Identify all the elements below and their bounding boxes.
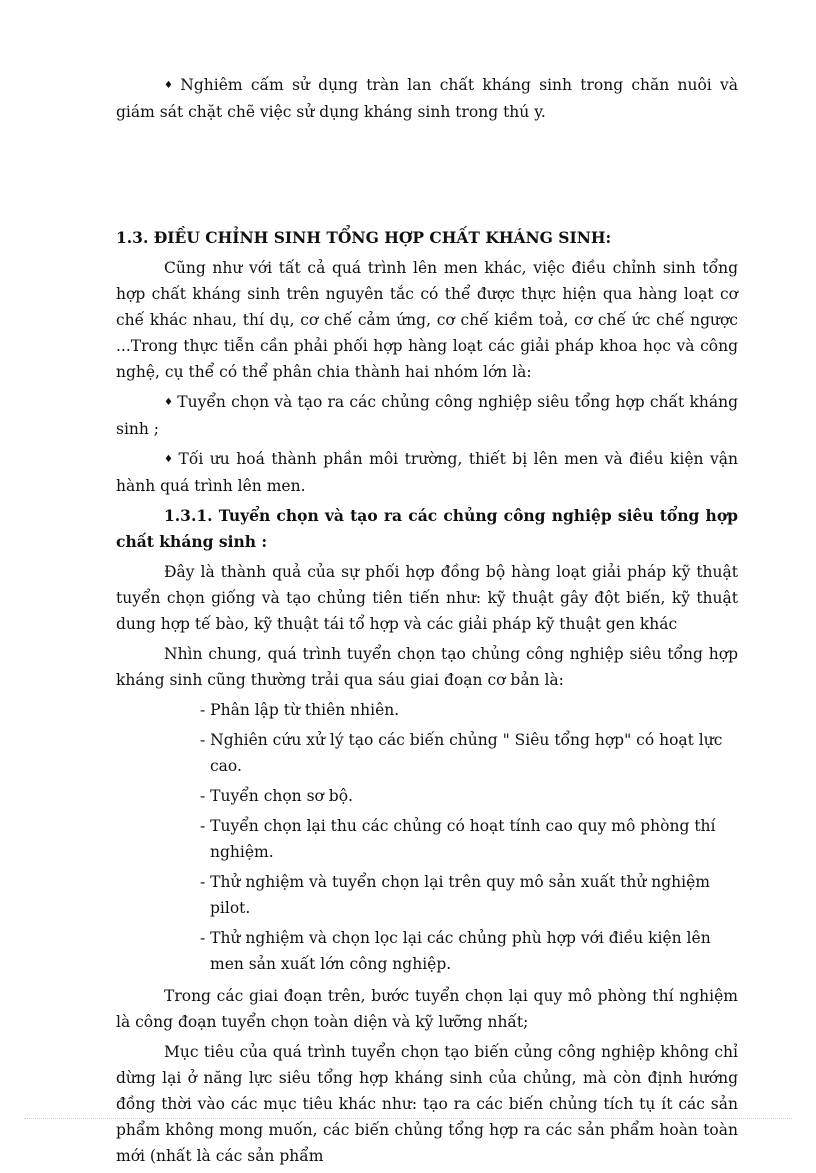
group-bullet-2 (116, 446, 738, 499)
section-spacer (116, 129, 738, 225)
list-item: - Nghiên cứu xử lý tạo các biến chủng " Siêu tổng hợp" có hoạt lực cao. (200, 731, 723, 775)
steps-list (116, 697, 738, 977)
list-item: - Thử nghiệm và tuyển chọn lại trên quy mô sản xuất thử nghiệm pilot. (200, 873, 710, 917)
list-item: - Thử nghiệm và chọn lọc lại các chủng phù hợp với điều kiện lên men sản xuất lớn công nghiệp. (200, 929, 711, 973)
diamond-bullet-icon: ♦ (164, 454, 175, 465)
subsection-paragraph-4: Mục tiêu của quá trình tuyển chọn tạo biến củng công nghiệp không chỉ dừng lại ở năng lực siêu tổng hợp kháng sinh của chủng, mà còn định hướng đồng thời vào các mục tiêu khác như: tạo ra các biến chủng tích tụ ít các sản phẩm không mong muốn, các biến chủng tổng hợp ra các sản phẩm hoàn toàn mới (nhất là các sản phẩm (116, 1043, 738, 1165)
list-item: - Phân lập từ thiên nhiên. (200, 701, 400, 719)
section-heading: 1.3. ĐIỀU CHỈNH SINH TỔNG HỢP CHẤT KHÁNG SINH: (116, 228, 612, 247)
bullet-text: Tuyển chọn và tạo ra các chủng công nghiệp siêu tổng hợp chất kháng sinh ; (116, 393, 738, 438)
subsection-paragraph-3: Trong các giai đoạn trên, bước tuyển chọn lại quy mô phòng thí nghiệm là công đoạn tuyển chọn toàn diện và kỹ lưỡng nhất; (116, 987, 738, 1031)
document-page (116, 72, 738, 1173)
subsection-paragraph-2: Nhìn chung, quá trình tuyển chọn tạo chủng công nghiệp siêu tổng hợp kháng sinh cũng thường trải qua sáu giai đoạn cơ bản là: (116, 645, 738, 689)
group-bullet-1 (116, 389, 738, 442)
list-item: - Tuyển chọn lại thu các chủng có hoạt tính cao quy mô phòng thí nghiệm. (200, 817, 716, 861)
diamond-bullet-icon: ♦ (164, 397, 174, 408)
section-intro-paragraph: Cũng như với tất cả quá trình lên men khác, việc điều chỉnh sinh tổng hợp chất kháng sinh trên nguyên tắc có thể được thực hiện qua hàng loạt cơ chế khác nhau, thí dụ, cơ chế cảm ứng, cơ chế kiềm toả, cơ chế ức chế ngược ...Trong thực tiễn cần phải phối hợp hàng loạt các giải pháp khoa học và công nghệ, cụ thể có thể phân chia thành hai nhóm lớn là: (116, 259, 738, 381)
diamond-bullet-icon: ♦ (164, 80, 177, 91)
bullet-paragraph-top (116, 72, 738, 125)
subsection-heading: 1.3.1. Tuyển chọn và tạo ra các chủng công nghiệp siêu tổng hợp chất kháng sinh : (116, 506, 738, 551)
page-bottom-rule (24, 1118, 792, 1119)
list-item: - Tuyển chọn sơ bộ. (200, 787, 353, 805)
subsection-paragraph-1: Đây là thành quả của sự phối hợp đồng bộ hàng loạt giải pháp kỹ thuật tuyển chọn giống và tạo chủng tiên tiến như: kỹ thuật gây đột biến, kỹ thuật dung hợp tế bào, kỹ thuật tái tổ hợp và các giải pháp kỹ thuật gen khác (116, 563, 738, 633)
bullet-text: Tối ưu hoá thành phần môi trường, thiết bị lên men và điều kiện vận hành quá trình lên men. (116, 450, 739, 495)
bullet-text: Nghiêm cấm sử dụng tràn lan chất kháng sinh trong chăn nuôi và giám sát chặt chẽ việc sử dụng kháng sinh trong thú y. (116, 76, 739, 121)
